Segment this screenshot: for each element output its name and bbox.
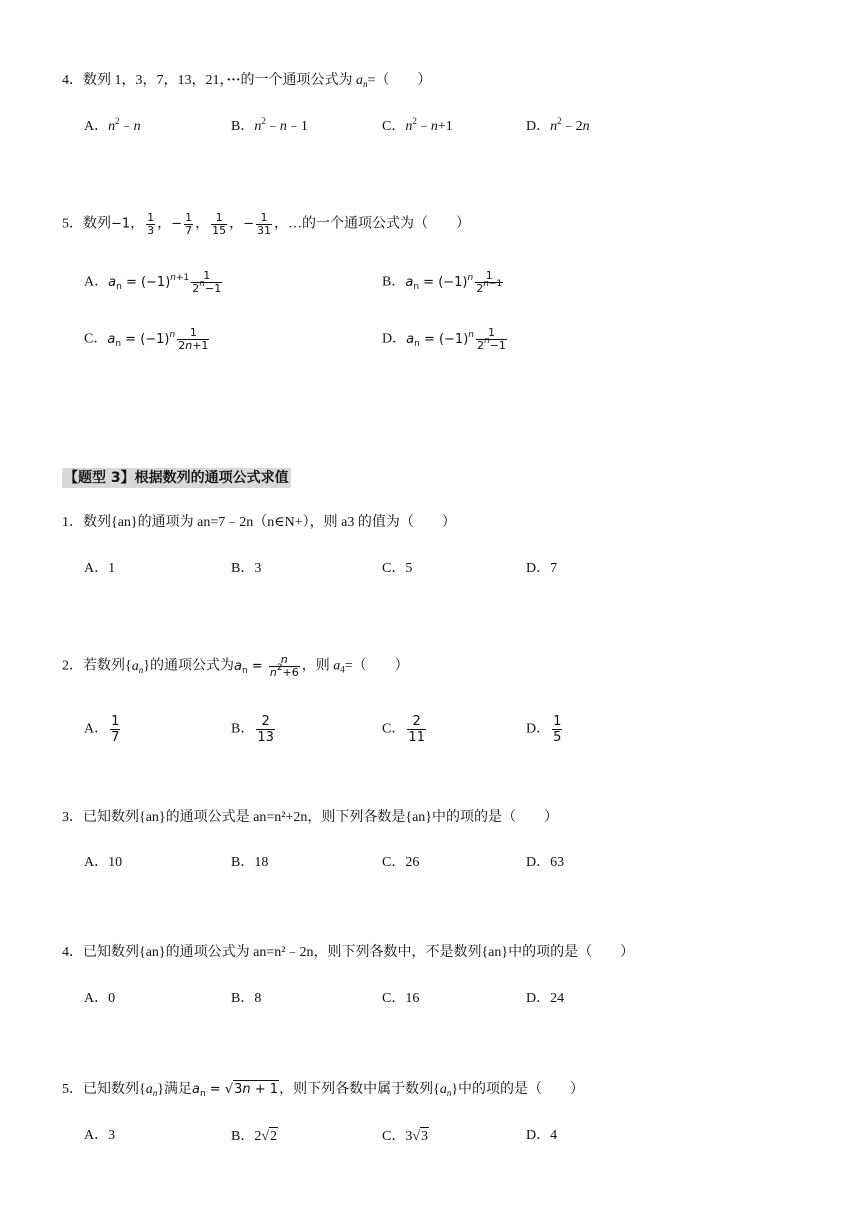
p3-option-d: D．63 [526,855,565,870]
p5-option-d: D．4 [526,1128,558,1143]
q4-stem: 4．数列 1，3，7，13，21，···的一个通项公式为 $a_n=$（ ） [62,73,432,89]
p3-option-c: C．26 [382,855,420,870]
p4-option-c: C．16 [382,991,420,1006]
q5-option-a: A．$a_n = (-1)^{n+1}$ $\frac{1}{2^n-1}$ [84,269,222,295]
p1-stem: 1．数列{an}的通项为 an=7﹣2n（n∈N+），则 a3 的值为（ ） [62,515,456,530]
p4-option-a: A．0 [84,991,116,1006]
p3-option-a: A．10 [84,855,123,870]
p4-option-d: D．24 [526,991,565,1006]
p2-option-d: D． $\frac{1}{5}$ [526,714,562,745]
p4-option-b: B．8 [231,991,262,1006]
p5-stem: 5．已知数列$\{a_n\}$满足$a_n = √3n + 1$，则下列各数中属于数列$\{a_n\}$中的项的是（ ） [62,1082,585,1099]
p5-option-c: C．3√3 [382,1129,429,1144]
q5-option-b: B．$a_n = (-1)^n$ $\frac{1}{2^{n-1}}$ [382,269,503,295]
q4-option-d: D．$n^2﹣2n$ [526,116,590,134]
q4-option-c: C．$n^2﹣n+1$ [382,116,453,134]
q4-option-a: A．$n^2﹣n$ [84,116,141,134]
p2-option-c: C． $\frac{2}{11}$ [382,714,425,745]
p4-stem: 4．已知数列{an}的通项公式为 an=n²﹣2n，则下列各数中，不是数列{an}中的项的是（ ） [62,945,635,960]
p2-stem: 2．若数列$\{a_n\}$的通项公式为$a_n$ = $\frac{n}{n^2+6}$ ，则 $a_4=$（ ） [62,653,409,679]
p2-option-a: A． $\frac{1}{7}$ [84,714,120,745]
p5-option-a: A．3 [84,1128,116,1143]
p1-option-b: B．3 [231,561,262,576]
p3-option-b: B．18 [231,855,269,870]
p1-option-c: C．5 [382,561,413,576]
section-heading: 【题型 3】根据数列的通项公式求值 [64,470,289,486]
p1-option-a: A．1 [84,561,116,576]
p3-stem: 3．已知数列{an}的通项公式是 an=n²+2n，则下列各数是{an}中的项的是（ ） [62,810,559,825]
q5-option-d: D．$a_n = (-1)^n$ $\frac{1}{2^n-1}$ [382,326,506,352]
q4-option-b: B．$n^2﹣n﹣1$ [231,116,308,134]
q5-option-c: C．$a_n = (-1)^n$ $\frac{1}{2n+1}$ [84,326,209,352]
q5-stem: 5．数列−1， $\frac{1}{3}$ ，− $\frac{1}{7}$ ， $\frac{1}{15}$ ，− $\frac{1}{31}$ ，…的一个通项公式为（ ） [62,211,470,237]
p1-option-d: D．7 [526,561,558,576]
p5-option-b: B．2√2 [231,1129,278,1144]
p2-option-b: B． $\frac{2}{13}$ [231,714,274,745]
